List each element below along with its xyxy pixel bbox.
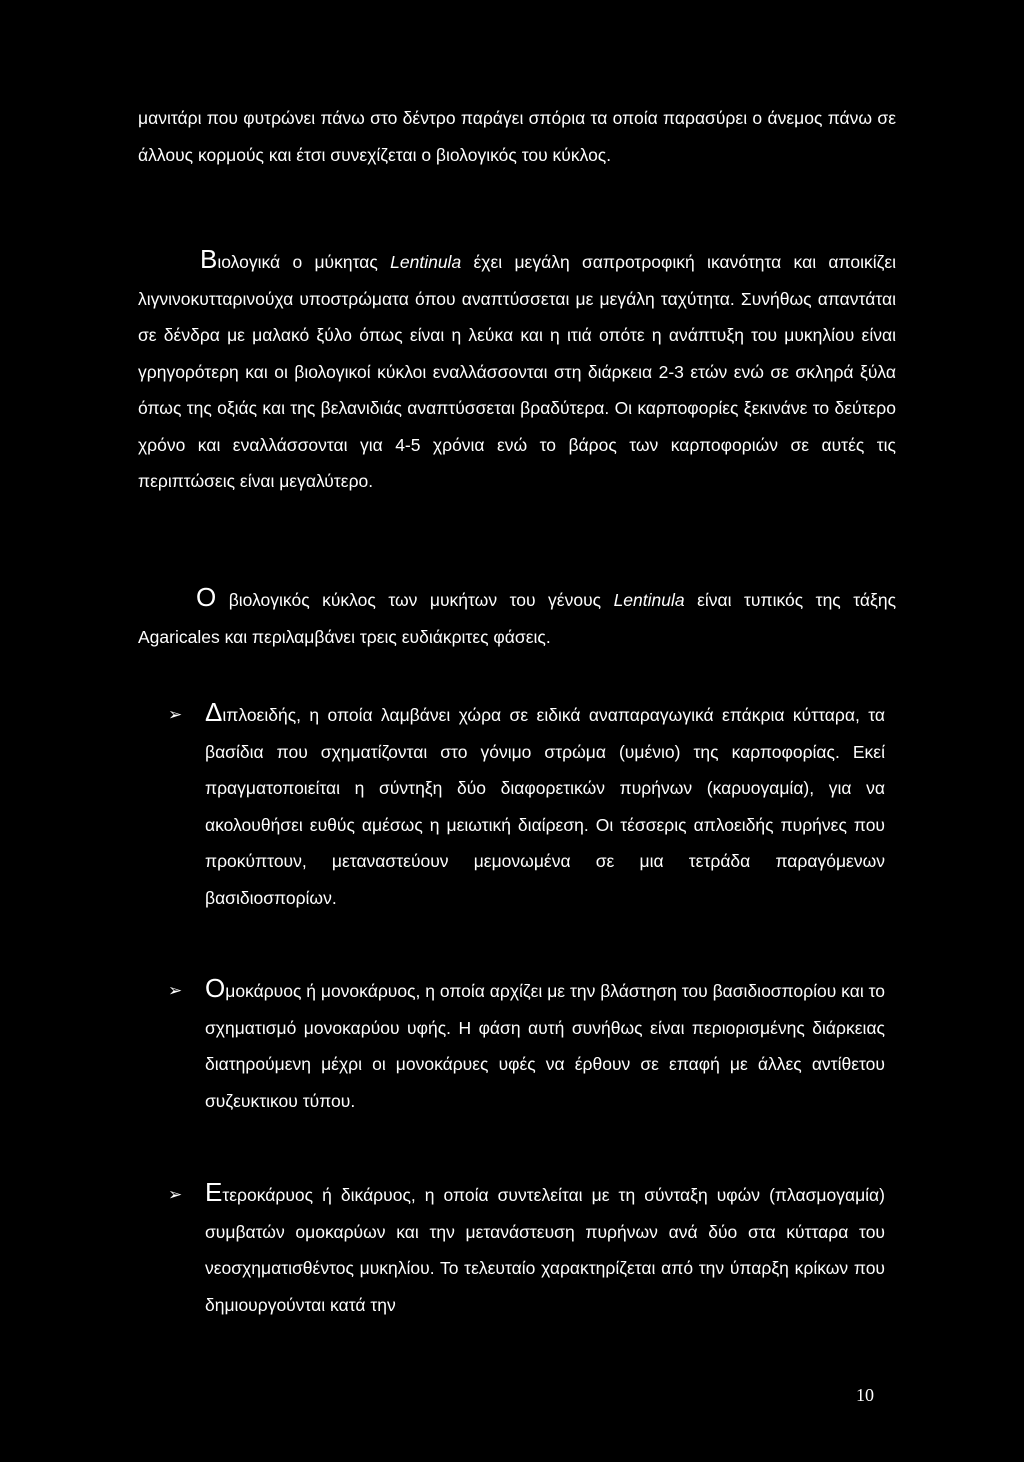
bullet-arrow-icon: ➢ [168, 1185, 183, 1204]
bullet-arrow-icon: ➢ [168, 705, 183, 724]
bullet-text: μοκάρυος ή μονοκάρυος, η οποία αρχίζει με την βλάστηση του βασιδιοσπορίου και το σχηματισμό μονοκαρύου υφής. Η φάση αυτή συνήθως είναι περιορισμένης διάρκειας διατηρούμενη μέχρι οι μονοκάρυες υφές να έρθουν σε επαφή με άλλες αντίθετου συζευκτικου τύπου. [205, 981, 885, 1111]
bullet-item-heterokaryon [205, 1177, 885, 1323]
genus-name: Lentinula [390, 252, 462, 272]
paragraph-continuation [138, 100, 896, 173]
dropcap-letter: Ο [205, 973, 226, 1003]
paragraph-life-cycle [138, 582, 896, 655]
paragraph-text: μανιτάρι που φυτρώνει πάνω στο δέντρο παράγει σπόρια τα οποία παρασύρει ο άνεμος πάνω σε άλλους κορμούς και έτσι συνεχίζεται ο βιολογικός του κύκλος. [138, 108, 896, 165]
bullet-arrow-icon: ➢ [168, 981, 183, 1000]
paragraph-text-rest: είναι τυπικός της τάξης Agaricales και περιλαμβάνει τρεις ευδιάκριτες φάσεις. [138, 590, 897, 647]
dropcap-letter: Β [200, 244, 218, 274]
paragraph-text-start: ιολογικά ο μύκητας [217, 252, 391, 272]
bullet-item-homokaryon [205, 973, 885, 1119]
bullet-item-diploid [205, 697, 885, 916]
dropcap-letter: Ε [205, 1177, 223, 1207]
paragraph-text-start: βιολογικός κύκλος των μυκήτων του γένους [216, 590, 614, 610]
dropcap-letter: Δ [205, 697, 223, 727]
page-number: 10 [856, 1385, 874, 1405]
bullet-text: τεροκάρυος ή δικάρυος, η οποία συντελείται με τη σύνταξη υφών (πλασμογαμία) συμβατών ομοκαρύων και την μετανάστευση πυρήνων ανά δύο στα κύτταρα του νεοσχηματισθέντος μυκηλίου. Το τελευταίο χαρακτηρίζεται από την ύπαρξη κρίκων που δημιουργούνται κατά την [205, 1185, 885, 1315]
paragraph-text-rest: έχει μεγάλη σαπροτροφική ικανότητα και αποικίζει λιγνινοκυτταρινούχα υποστρώματα όπου αναπτύσσεται με μεγάλη ταχύτητα. Συνήθως απαντάται σε δένδρα με μαλακό ξύλο όπως είναι η λεύκα και η ιτιά οπότε η ανάπτυξη του μυκηλίου είναι γρηγορότερη και οι βιολογικοί κύκλοι εναλλάσσονται στη διάρκεια 2-3 ετών ενώ σε σκληρά ξύλα όπως της οξιάς και της βελανιδιάς αναπτύσσεται βραδύτερα. Οι καρποφορίες ξεκινάνε το δεύτερο χρόνο και εναλλάσσονται για 4-5 χρόνια ενώ το βάρος των καρποφοριών σε αυτές τις περιπτώσεις είναι μεγαλύτερο. [138, 252, 897, 491]
dropcap-letter: Ο [196, 582, 217, 612]
paragraph-biology [138, 244, 896, 500]
bullet-text: ιπλοειδής, η οποία λαμβάνει χώρα σε ειδικά αναπαραγωγικά επάκρια κύτταρα, τα βασίδια που σχηματίζονται στο γόνιμο στρώμα (υμένιο) της καρποφορίας. Εκεί πραγματοποιείται η σύντηξη δύο διαφορετικών πυρήνων (καρυογαμία), για να ακολουθήσει ευθύς αμέσως η μειωτική διαίρεση. Οι τέσσερις απλοειδής πυρήνες που προκύπτουν, μεταναστεύουν μεμονωμένα σε μια τετράδα παραγόμενων βασιδιοσπορίων. [205, 705, 885, 908]
genus-name: Lentinula [613, 590, 685, 610]
